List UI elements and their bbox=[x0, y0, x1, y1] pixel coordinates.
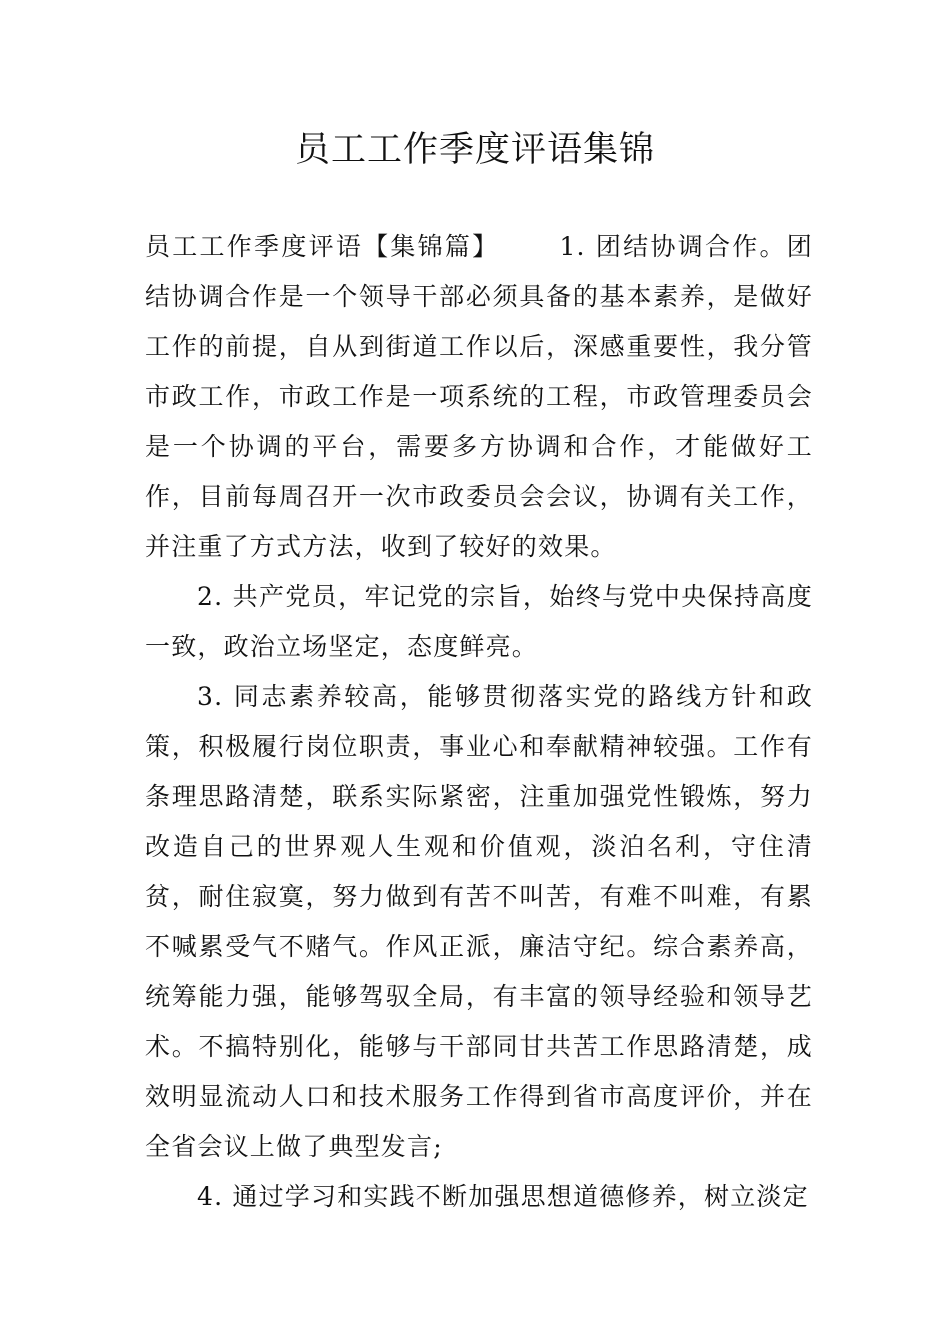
paragraph-2: 2. 共产党员，牢记党的宗旨，始终与党中央保持高度一致，政治立场坚定，态度鲜亮。 bbox=[145, 582, 813, 661]
paragraph-3: 3. 同志素养较高，能够贯彻落实党的路线方针和政策，积极履行岗位职责，事业心和奉献精神较强。工作有条理思路清楚，联系实际紧密，注重加强党性锻炼，努力改造自己的世界观人生观和价值观，淡泊名利，守住清贫，耐住寂寞，努力做到有苦不叫苦，有难不叫难，有累不喊累受气不赌气。作风正派，廉洁守纪。综合素养高，统筹能力强，能够驾驭全局，有丰富的领导经验和领导艺术。不搞特别化，能够与干部同甘共苦工作思路清楚，成效明显流动人口和技术服务工作得到省市高度评价，并在全省会议上做了典型发言; bbox=[145, 682, 813, 1161]
document-title: 员工工作季度评语集锦 bbox=[294, 130, 655, 170]
paragraph-4: 4. 通过学习和实践不断加强思想道德修养，树立淡定 bbox=[197, 1182, 809, 1211]
paragraph-1-text: 1. 团结协调合作。团结协调合作是一个领导干部必须具备的基本素养，是做好工作的前提，自从到街道工作以后，深感重要性，我分管市政工作，市政工作是一项系统的工程，市政管理委员会是一个协调的平台，需要多方协调和合作，才能做好工作，目前每周召开一次市政委员会会议，协调有关工作，并注重了方式方法，收到了较好的效果。 bbox=[145, 232, 813, 561]
document-body bbox=[145, 222, 813, 1222]
paragraph-1-lead: 员工工作季度评语【集锦篇】 bbox=[145, 232, 500, 261]
paragraph-1 bbox=[145, 222, 813, 572]
